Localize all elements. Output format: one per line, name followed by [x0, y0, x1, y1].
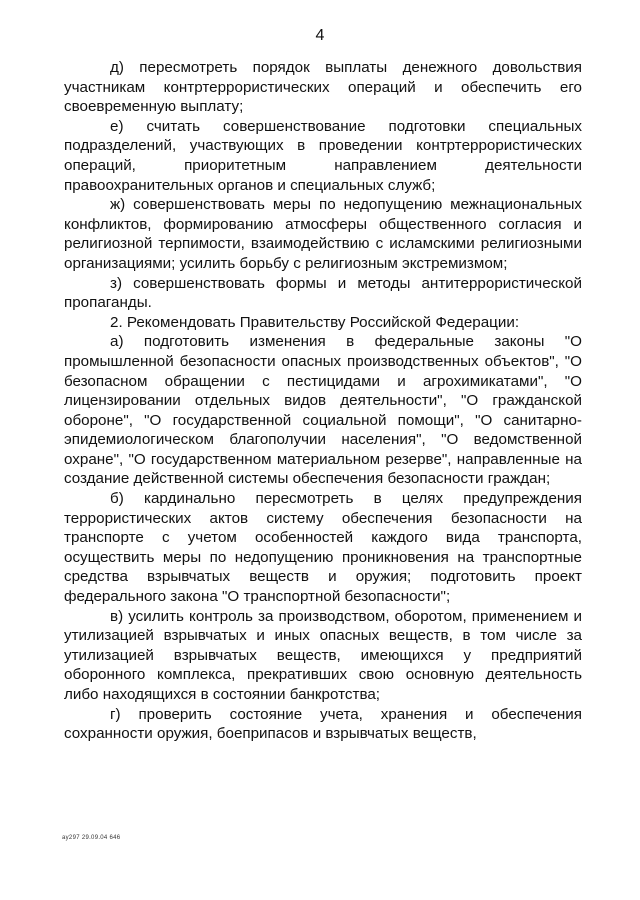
paragraph-e: е) считать совершенствование подготовки специальных подразделений, участвующих в проведении контртеррористических операций, приоритетным направлением деятельности правоохранительных органов и специальных служб; — [64, 117, 582, 194]
paragraph-g: г) проверить состояние учета, хранения и обеспечения сохранности оружия, боеприпасов и взрывчатых веществ, — [64, 705, 582, 743]
paragraph-b: б) кардинально пересмотреть в целях предупреждения террористических актов систему обеспечения безопасности на транспорте с учетом особенностей каждого вида транспорта, осуществить меры по недопущению проникновения на транспортные средства взрывчатых веществ и оружия; подготовить проект федерального закона "О транспортной безопасности"; — [64, 490, 582, 606]
paragraph-z: з) совершенствовать формы и методы антитеррористической пропаганды. — [64, 274, 582, 312]
footer-code: ay297 29.09.04 646 — [62, 835, 121, 841]
page-number: 4 — [315, 27, 325, 44]
paragraph-zh: ж) совершенствовать меры по недопущению межнациональных конфликтов, формированию атмосферы общественного согласия и религиозной терпимости, взаимодействию с исламскими религиозными организациями; усилить борьбу с религиозным экстремизмом; — [64, 196, 582, 272]
section-2-heading: 2. Рекомендовать Правительству Российской Федерации: — [110, 313, 520, 331]
paragraph-a: а) подготовить изменения в федеральные законы "О промышленной безопасности опасных производственных объектов", "О безопасном обращении с пестицидами и агрохимикатами", "О лицензировании отдельных видов деятельности", "О гражданской обороне", "О государственной социальной помощи", "О санитарно-эпидемиологическом благополучии населения", "О ведомственной охране", "О государственном материальном резерве", направленные на создание действенной системы обеспечения безопасности граждан; — [64, 333, 582, 488]
paragraph-v: в) усилить контроль за производством, оборотом, применением и утилизацией взрывчатых и иных опасных веществ, в том числе за утилизацией взрывчатых веществ, имеющихся у предприятий оборонного комплекса, прекративших свою основную деятельность либо находящихся в состоянии банкротства; — [64, 607, 582, 703]
paragraph-d: д) пересмотреть порядок выплаты денежного довольствия участникам контртеррористических операций и обеспечить его своевременную выплату; — [64, 59, 582, 116]
document-body — [64, 58, 582, 744]
